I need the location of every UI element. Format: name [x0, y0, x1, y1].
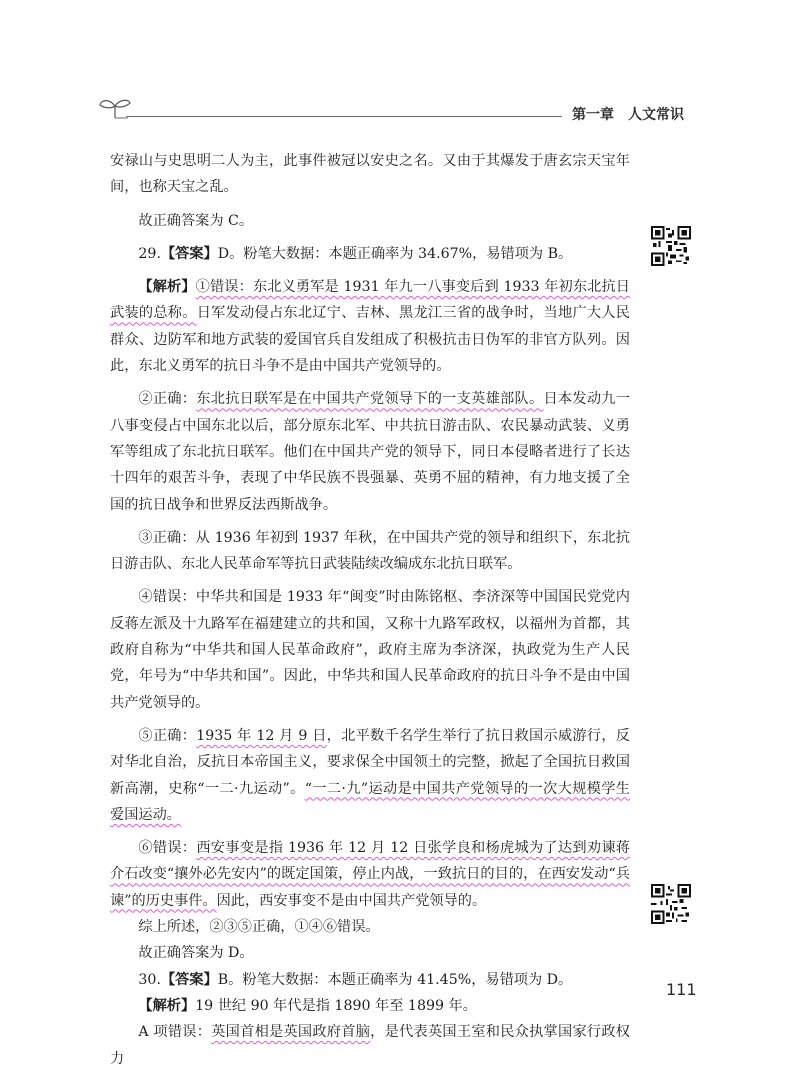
paragraph-1: 【解析】①错误：东北义勇军是 1931 年九一八事变后到 1933 年初东北抗日武装的总称。日军发动侵占东北辽宁、吉林、黑龙江三省的战争时，当地广大人民群众、边防军和地方武装的爱国官兵自发组成了积极抗击日伪军的非官方队列。因此，东北义勇军的抗日斗争不是由中国共产党领导的。	[110, 279, 630, 375]
paragraph-3: ③正确：从 1936 年初到 1937 年秋，在中国共产党的领导和组织下，东北抗日游击队、东北人民革命军等抗日武装陆续改编成东北抗日联军。	[110, 529, 630, 573]
question-30-answer: 30.【答案】B。粉笔大数据：本题正确率为 41.45%，易错项为 D。	[138, 971, 573, 988]
option-a-analysis: A 项错误：英国首相是英国政府首脑，是代表英国王室和民众执掌国家行政权力	[110, 1024, 630, 1067]
answer-label: 【答案】	[160, 971, 218, 988]
question-29-answer: 29.【答案】D。粉笔大数据：本题正确率为 34.67%，易错项为 B。	[138, 245, 573, 262]
header-rule	[126, 116, 562, 117]
paragraph-6: ⑥错误：西安事变是指 1936 年 12 月 12 日张学良和杨虎城为了达到劝谏蒋介石改变“攘外必先安内”的既定国策，停止内战，一致抗日的目的，在西安发动“兵谏”的历史事件。因此，西安事变不是由中国共产党领导的。	[110, 840, 630, 909]
highlighted-text: 1935 年 12 月 9 日	[196, 727, 327, 744]
text-line: 安禄山与史思明二人为主，此事件被冠以安史之名。又由于其爆发于唐玄宗天宝年间，也称天宝之乱。	[110, 153, 630, 196]
question-30-analysis: 【解析】19 世纪 90 年代是指 1890 年至 1899 年。	[138, 997, 477, 1014]
analysis-label: 【解析】	[138, 279, 196, 296]
page-number: 111	[666, 980, 697, 999]
final-answer: 故正确答案为 D。	[138, 945, 254, 962]
highlighted-text: 英国首相是英国政府首脑	[211, 1024, 371, 1041]
highlighted-text: ①错误：东北义勇军是 1931 年九一八事变后到 1933 年初东北抗日武装的总称。	[110, 279, 630, 322]
highlighted-text: 西安事变是指 1936 年 12 月 12 日张学良和杨虎城为了达到劝谏蒋介石改变“攘外必先安内”的既定国策，停止内战，一致抗日的目的，在西安发动“兵谏”的历史事件。	[110, 840, 630, 909]
text-line: 故正确答案为 C。	[138, 212, 254, 229]
paragraph-4: ④错误：中华共和国是 1933 年“闽变”时由陈铭枢、李济深等中国国民党党内反蒋左派及十九路军在福建建立的共和国，又称十九路军政权，以福州为首都，其政府自称为“中华共和国人民革命政府”，政府主席为李济深，执政党为生产人民党，年号为“中华共和国”。因此，中华共和国人民革命政府的抗日斗争不是由中国共产党领导的。	[110, 589, 630, 711]
summary: 综上所述，②③⑤正确，①④⑥错误。	[138, 919, 380, 936]
paragraph-5: ⑤正确：1935 年 12 月 9 日，北平数千名学生举行了抗日救国示威游行，反对华北自治，反抗日本帝国主义，要求保全中国领土的完整，掀起了全国抗日救国新高潮，史称“一二·九运动”。“一二·九”运动是中国共产党领导的一次大规模学生爱国运动。	[110, 727, 630, 823]
chapter-title: 人文常识	[628, 107, 684, 123]
answer-label: 【答案】	[160, 245, 218, 262]
chapter-header	[572, 104, 698, 124]
chapter-number: 第一章	[572, 107, 614, 123]
analysis-label: 【解析】	[138, 997, 196, 1014]
answer-explanation	[110, 148, 630, 1072]
highlighted-text: 东北抗日联军是在中国共产党领导下的一支英雄部队。	[196, 391, 544, 408]
highlighted-text: “一二·九”运动是中国共产党领导的一次大规模学生爱国运动。	[110, 780, 630, 823]
qr-code-icon[interactable]	[651, 226, 691, 266]
paragraph-2: ②正确：东北抗日联军是在中国共产党领导下的一支英雄部队。日本发动九一八事变侵占中国东北以后，部分原东北军、中共抗日游击队、农民暴动武装、义勇军等组成了东北抗日联军。他们在中国共产党的领导下，同日本侵略者进行了长达十四年的艰苦斗争，表现了中华民族不畏强暴、英勇不屈的精神，有力地支援了全国的抗日战争和世界反法西斯战争。	[110, 391, 630, 513]
qr-code-icon[interactable]	[651, 884, 691, 924]
